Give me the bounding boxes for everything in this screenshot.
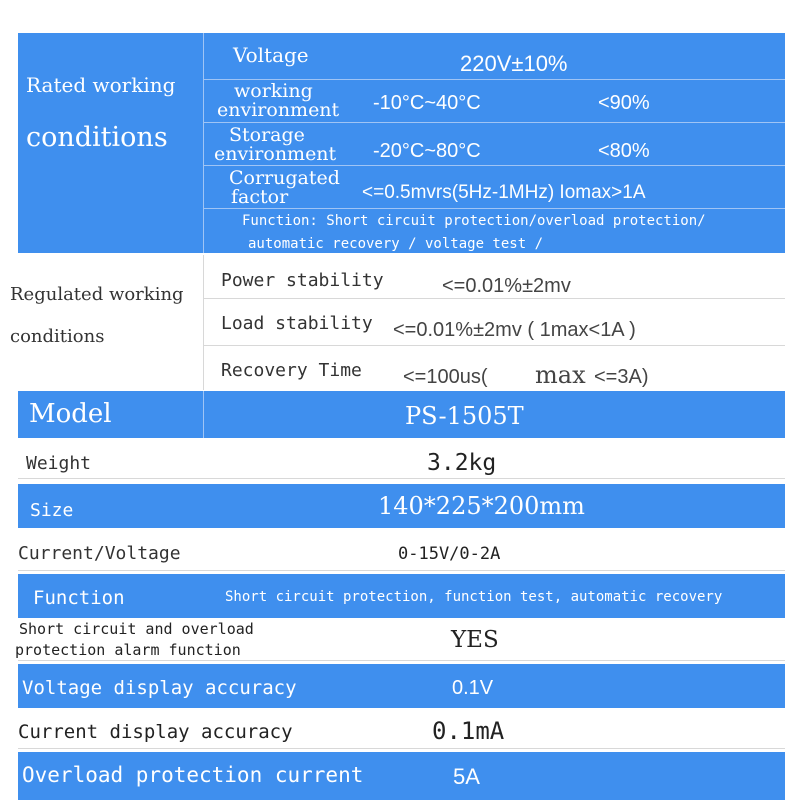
current-accuracy-value: 0.1mA: [432, 717, 505, 745]
row-divider: [203, 208, 785, 209]
voltage-accuracy-label: Voltage display accuracy: [22, 677, 297, 699]
power-stability-label: Power stability: [221, 270, 384, 291]
function-label: Function: [33, 587, 125, 609]
regulated-title-line1: Regulated working: [10, 284, 184, 305]
alarm-label-line1: Short circuit and overload: [19, 620, 254, 638]
working-env-label-line1: working: [234, 80, 313, 102]
size-label: Size: [30, 500, 74, 521]
storage-env-humidity: <80%: [598, 140, 650, 162]
row-divider: [18, 748, 785, 749]
model-label: Model: [29, 399, 112, 429]
rated-function-line1: Function: Short circuit protection/overload protection/: [242, 213, 706, 229]
working-env-temp: -10°C~40°C: [373, 92, 481, 114]
alarm-label-line2: protection alarm function: [15, 641, 241, 659]
weight-value: 3.2kg: [427, 450, 497, 476]
rated-divider: [203, 33, 204, 253]
current-voltage-value: 0-15V/0-2A: [398, 544, 501, 564]
overload-current-label: Overload protection current: [22, 763, 364, 787]
corrugated-value: <=0.5mvrs(5Hz-1MHz) Iomax>1A: [362, 182, 646, 203]
row-divider: [203, 165, 785, 166]
corrugated-label-line2: factor: [231, 186, 289, 208]
load-stability-label: Load stability: [221, 313, 373, 334]
weight-label: Weight: [26, 453, 92, 474]
storage-env-label-line1: Storage: [229, 124, 305, 146]
recovery-time-value-c: <=3A): [594, 366, 649, 388]
recovery-time-value-b: max: [535, 361, 586, 389]
row-divider: [203, 298, 785, 299]
recovery-time-label: Recovery Time: [221, 360, 362, 381]
overload-current-value: 5A: [453, 764, 480, 789]
alarm-value: YES: [451, 627, 499, 653]
working-env-label-line2: environment: [217, 99, 340, 121]
storage-env-temp: -20°C~80°C: [373, 140, 481, 162]
current-accuracy-label: Current display accuracy: [18, 721, 293, 743]
storage-env-label-line2: environment: [214, 143, 337, 165]
row-divider: [203, 345, 785, 346]
row-divider: [18, 478, 785, 479]
row-divider: [18, 570, 785, 571]
model-row: [18, 391, 785, 438]
rated-function-line2: automatic recovery / voltage test /: [248, 236, 544, 252]
regulated-divider: [203, 255, 204, 390]
size-value: 140*225*200mm: [378, 492, 585, 520]
function-value: Short circuit protection, function test, automatic recovery: [225, 589, 723, 605]
corrugated-label-line1: Corrugated: [229, 167, 340, 189]
regulated-title-line2: conditions: [10, 326, 105, 347]
model-row-divider: [203, 391, 204, 438]
voltage-label: Voltage: [233, 43, 309, 67]
power-stability-value: <=0.01%±2mv: [442, 275, 571, 297]
row-divider: [18, 660, 785, 661]
voltage-accuracy-value: 0.1V: [452, 677, 494, 699]
row-divider: [203, 122, 785, 123]
load-stability-value: <=0.01%±2mv ( 1max<1A ): [393, 319, 636, 341]
rated-title-line2: conditions: [26, 122, 168, 153]
current-voltage-label: Current/Voltage: [18, 543, 181, 564]
recovery-time-value-a: <=100us(: [403, 366, 488, 388]
voltage-value: 220V±10%: [460, 51, 568, 76]
working-env-humidity: <90%: [598, 92, 650, 114]
rated-title-line1: Rated working: [26, 73, 176, 97]
model-value: PS-1505T: [405, 402, 524, 430]
